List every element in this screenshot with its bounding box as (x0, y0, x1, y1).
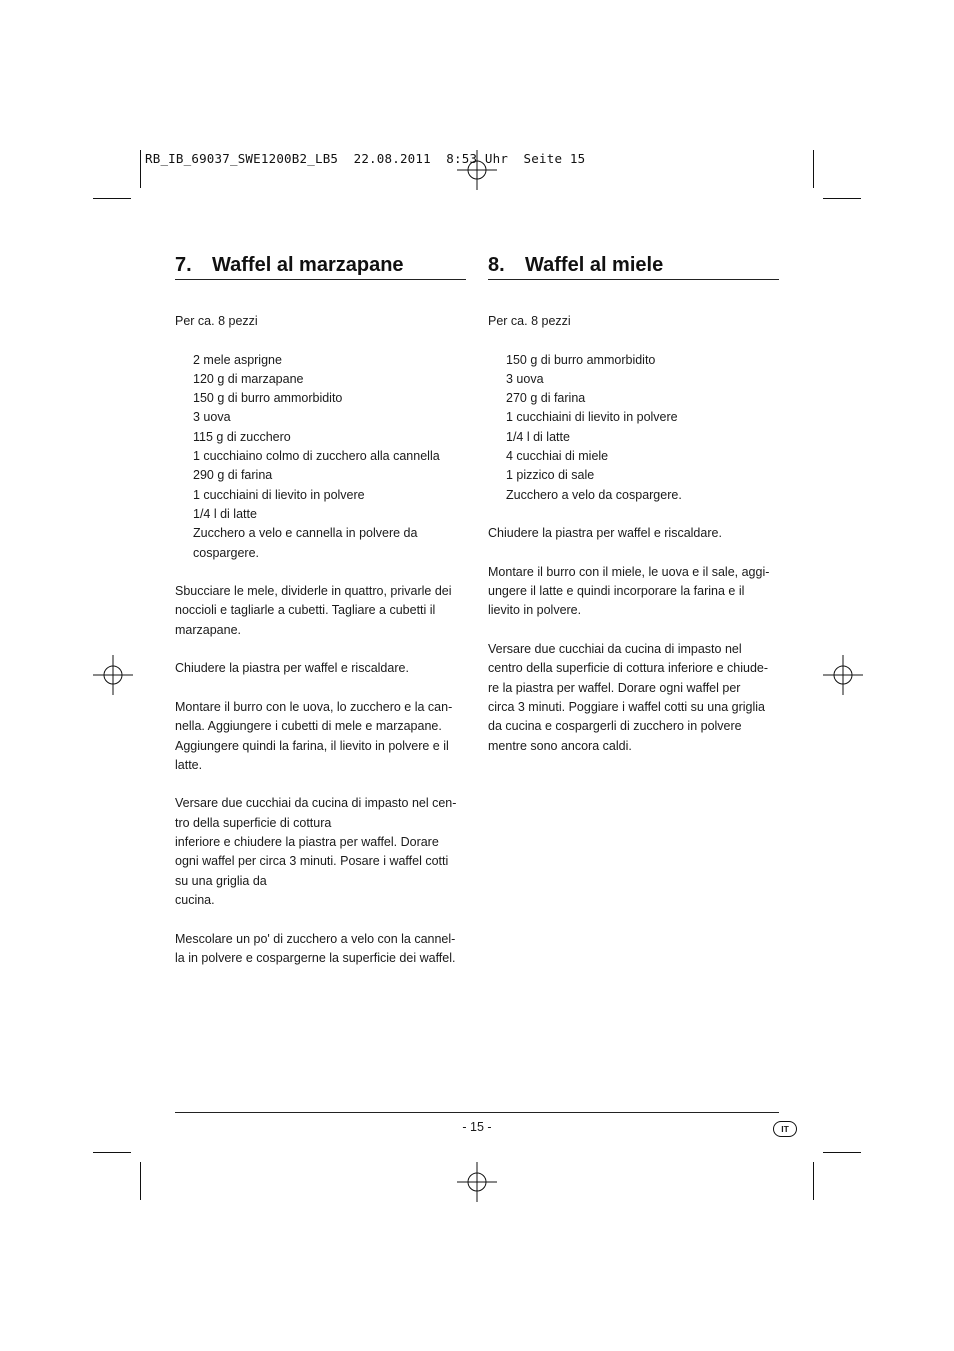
text-line: Aggiungere quindi la farina, il lievito in polvere e il (175, 738, 449, 753)
crop-mark (140, 1162, 141, 1200)
ingredient-item: 3 uova (506, 371, 544, 386)
instruction-paragraph (175, 930, 466, 969)
section-heading (488, 250, 779, 280)
ingredient-item: 1 cucchiaini di lievito in polvere (193, 487, 365, 502)
text-line: Mescolare un po' di zucchero a velo con la cannel- (175, 931, 456, 946)
registration-mark-icon (93, 655, 133, 695)
crop-mark (823, 1152, 861, 1153)
instruction-paragraph (488, 524, 779, 543)
ingredient-item: 3 uova (193, 410, 231, 425)
ingredient-item: Zucchero a velo da cospargere. (506, 487, 682, 502)
ingredient-item: 4 cucchiai di miele (506, 449, 609, 464)
text-line: ogni waffel per circa 3 minuti. Posare i waffel cotti (175, 854, 449, 869)
language-badge: IT (773, 1121, 797, 1137)
section-title: Waffel al marzapane (212, 254, 404, 276)
text-line: marzapane. (175, 622, 242, 637)
text-line: ungere il latte e quindi incorporare la farina e il (488, 584, 745, 599)
text-line: nella. Aggiungere i cubetti di mele e marzapane. (175, 719, 442, 734)
crop-mark (813, 1162, 814, 1200)
yield-text: Per ca. 8 pezzi (488, 314, 571, 328)
print-slug: RB_IB_69037_SWE1200B2_LB5 22.08.2011 8:53 Uhr Seite 15 (145, 151, 586, 166)
section-number: 8. (488, 254, 505, 276)
ingredient-list (175, 351, 466, 563)
text-line: Montare il burro con le uova, lo zucchero e la can- (175, 699, 453, 714)
instruction-paragraph (488, 563, 779, 621)
ingredient-item: Zucchero a velo e cannella in polvere da (193, 526, 418, 541)
footer-rule (175, 1112, 779, 1113)
crop-mark (813, 150, 814, 188)
text-line: re la piastra per waffel. Dorare ogni waffel per (488, 680, 741, 695)
text-line: inferiore e chiudere la piastra per waffel. Dorare (175, 835, 439, 850)
page-number: - 15 - (462, 1120, 492, 1134)
text-line: centro della superficie di cottura inferiore e chiude- (488, 661, 769, 676)
text-line: lievito in polvere. (488, 603, 582, 618)
crop-mark (140, 150, 141, 188)
ingredient-item: 1 cucchiaino colmo di zucchero alla cannella (193, 449, 440, 464)
registration-mark-icon (457, 150, 497, 190)
text-line: Montare il burro con il miele, le uova e il sale, aggi- (488, 564, 770, 579)
recipe-marzapane (175, 250, 466, 987)
ingredient-item: 1/4 l di latte (193, 506, 257, 521)
ingredient-item: 290 g di farina (193, 468, 273, 483)
text-line: Sbucciare le mele, dividerle in quattro, privarle dei (175, 584, 452, 599)
text-line: da cucina e cospargerli di zucchero in polvere (488, 719, 742, 734)
text-line: cucina. (175, 892, 215, 907)
instruction-paragraph (175, 582, 466, 640)
section-number: 7. (175, 254, 192, 276)
ingredient-item: 1 cucchiaini di lievito in polvere (506, 410, 678, 425)
crop-mark (93, 1152, 131, 1153)
yield-text: Per ca. 8 pezzi (175, 314, 258, 328)
ingredient-item: 1/4 l di latte (506, 429, 570, 444)
ingredient-item: 150 g di burro ammorbidito (506, 352, 656, 367)
ingredient-item: 115 g di zucchero (193, 429, 291, 444)
text-line: latte. (175, 757, 203, 772)
ingredient-item: 150 g di burro ammorbidito (193, 391, 343, 406)
text-line: noccioli e tagliarle a cubetti. Tagliare a cubetti il (175, 603, 436, 618)
text-line: circa 3 minuti. Poggiare i waffel cotti su una griglia (488, 699, 765, 714)
registration-mark-icon (823, 655, 863, 695)
ingredient-item: 2 mele asprigne (193, 352, 282, 367)
text-line: su una griglia da (175, 873, 267, 888)
crop-mark (823, 198, 861, 199)
recipe-miele (488, 250, 779, 775)
text-line: Versare due cucchiai da cucina di impasto nel (488, 642, 742, 657)
text-line: Chiudere la piastra per waffel e riscaldare. (175, 661, 409, 676)
ingredient-item: 270 g di farina (506, 391, 586, 406)
instruction-paragraph (175, 794, 466, 910)
section-title: Waffel al miele (525, 254, 664, 276)
text-line: Versare due cucchiai da cucina di impasto nel cen- (175, 796, 457, 811)
text-line: mentre sono ancora caldi. (488, 738, 632, 753)
text-line: Chiudere la piastra per waffel e riscaldare. (488, 526, 722, 541)
ingredient-item: cospargere. (193, 545, 260, 560)
instruction-paragraph (175, 698, 466, 775)
text-line: tro della superficie di cottura (175, 815, 332, 830)
instruction-paragraph (175, 659, 466, 678)
instruction-paragraph (488, 640, 779, 756)
text-line: la in polvere e cospargerne la superficie dei waffel. (175, 950, 456, 965)
crop-mark (93, 198, 131, 199)
ingredient-item: 120 g di marzapane (193, 371, 304, 386)
ingredient-list (488, 351, 779, 505)
section-heading (175, 250, 466, 280)
ingredient-item: 1 pizzico di sale (506, 468, 595, 483)
registration-mark-icon (457, 1162, 497, 1202)
